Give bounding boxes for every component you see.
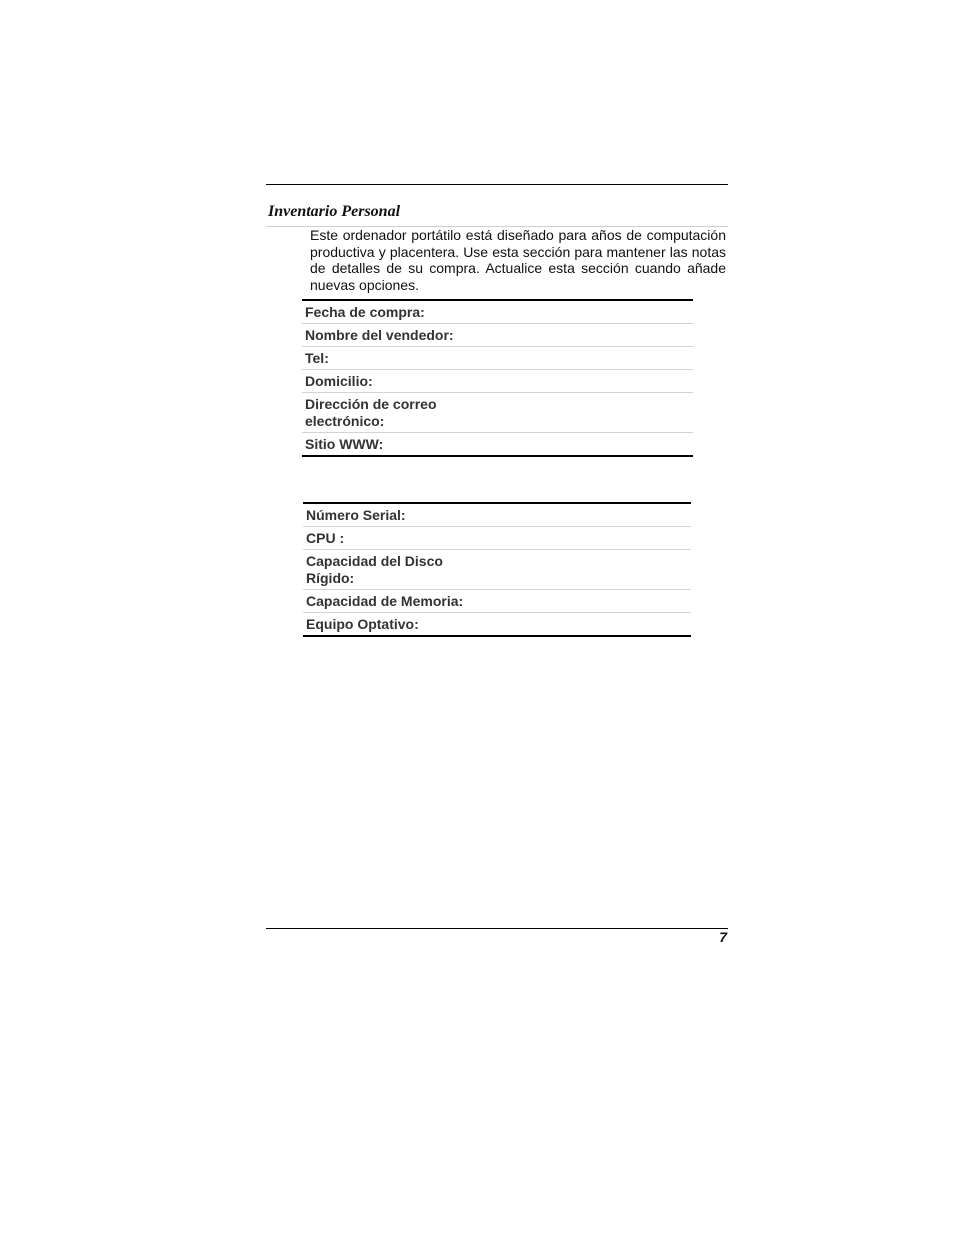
footer-rule [266,928,728,929]
hard-disk-value [460,550,691,590]
email-label: Dirección de correo electrónico: [302,393,459,433]
hard-disk-label: Capacidad del Disco Rígido: [303,550,460,590]
table-row [302,370,693,393]
address-label: Domicilio: [302,370,693,393]
table-row [302,393,693,433]
table-row [303,503,691,527]
intro-paragraph: Este ordenador portátilo está diseñado para años de computación productiva y placentera. Use esta sección para mantener las notas de detalles de su compra. Actualice esta sección cuando añade nuevas opciones. [310,227,726,294]
serial-number-label: Número Serial: [303,503,691,527]
table-row [302,347,693,370]
memory-label: Capacidad de Memoria: [303,590,691,613]
phone-label: Tel: [302,347,693,370]
table-row [302,433,693,457]
header-rule [266,184,728,185]
table-row [303,590,691,613]
table-row [302,324,693,347]
vendor-name-label: Nombre del vendedor: [302,324,693,347]
section-title: Inventario Personal [268,203,401,220]
table-row [303,613,691,637]
cpu-label: CPU : [303,527,691,550]
email-value [459,393,693,433]
purchase-info-table [302,299,693,457]
table-row [303,550,691,590]
purchase-date-label: Fecha de compra: [302,300,693,324]
table-row [303,527,691,550]
hardware-info-table [303,502,691,637]
page-number: 7 [719,929,727,945]
optional-equipment-label: Equipo Optativo: [306,616,419,632]
website-label: Sitio WWW: [305,436,384,452]
table-row [302,300,693,324]
